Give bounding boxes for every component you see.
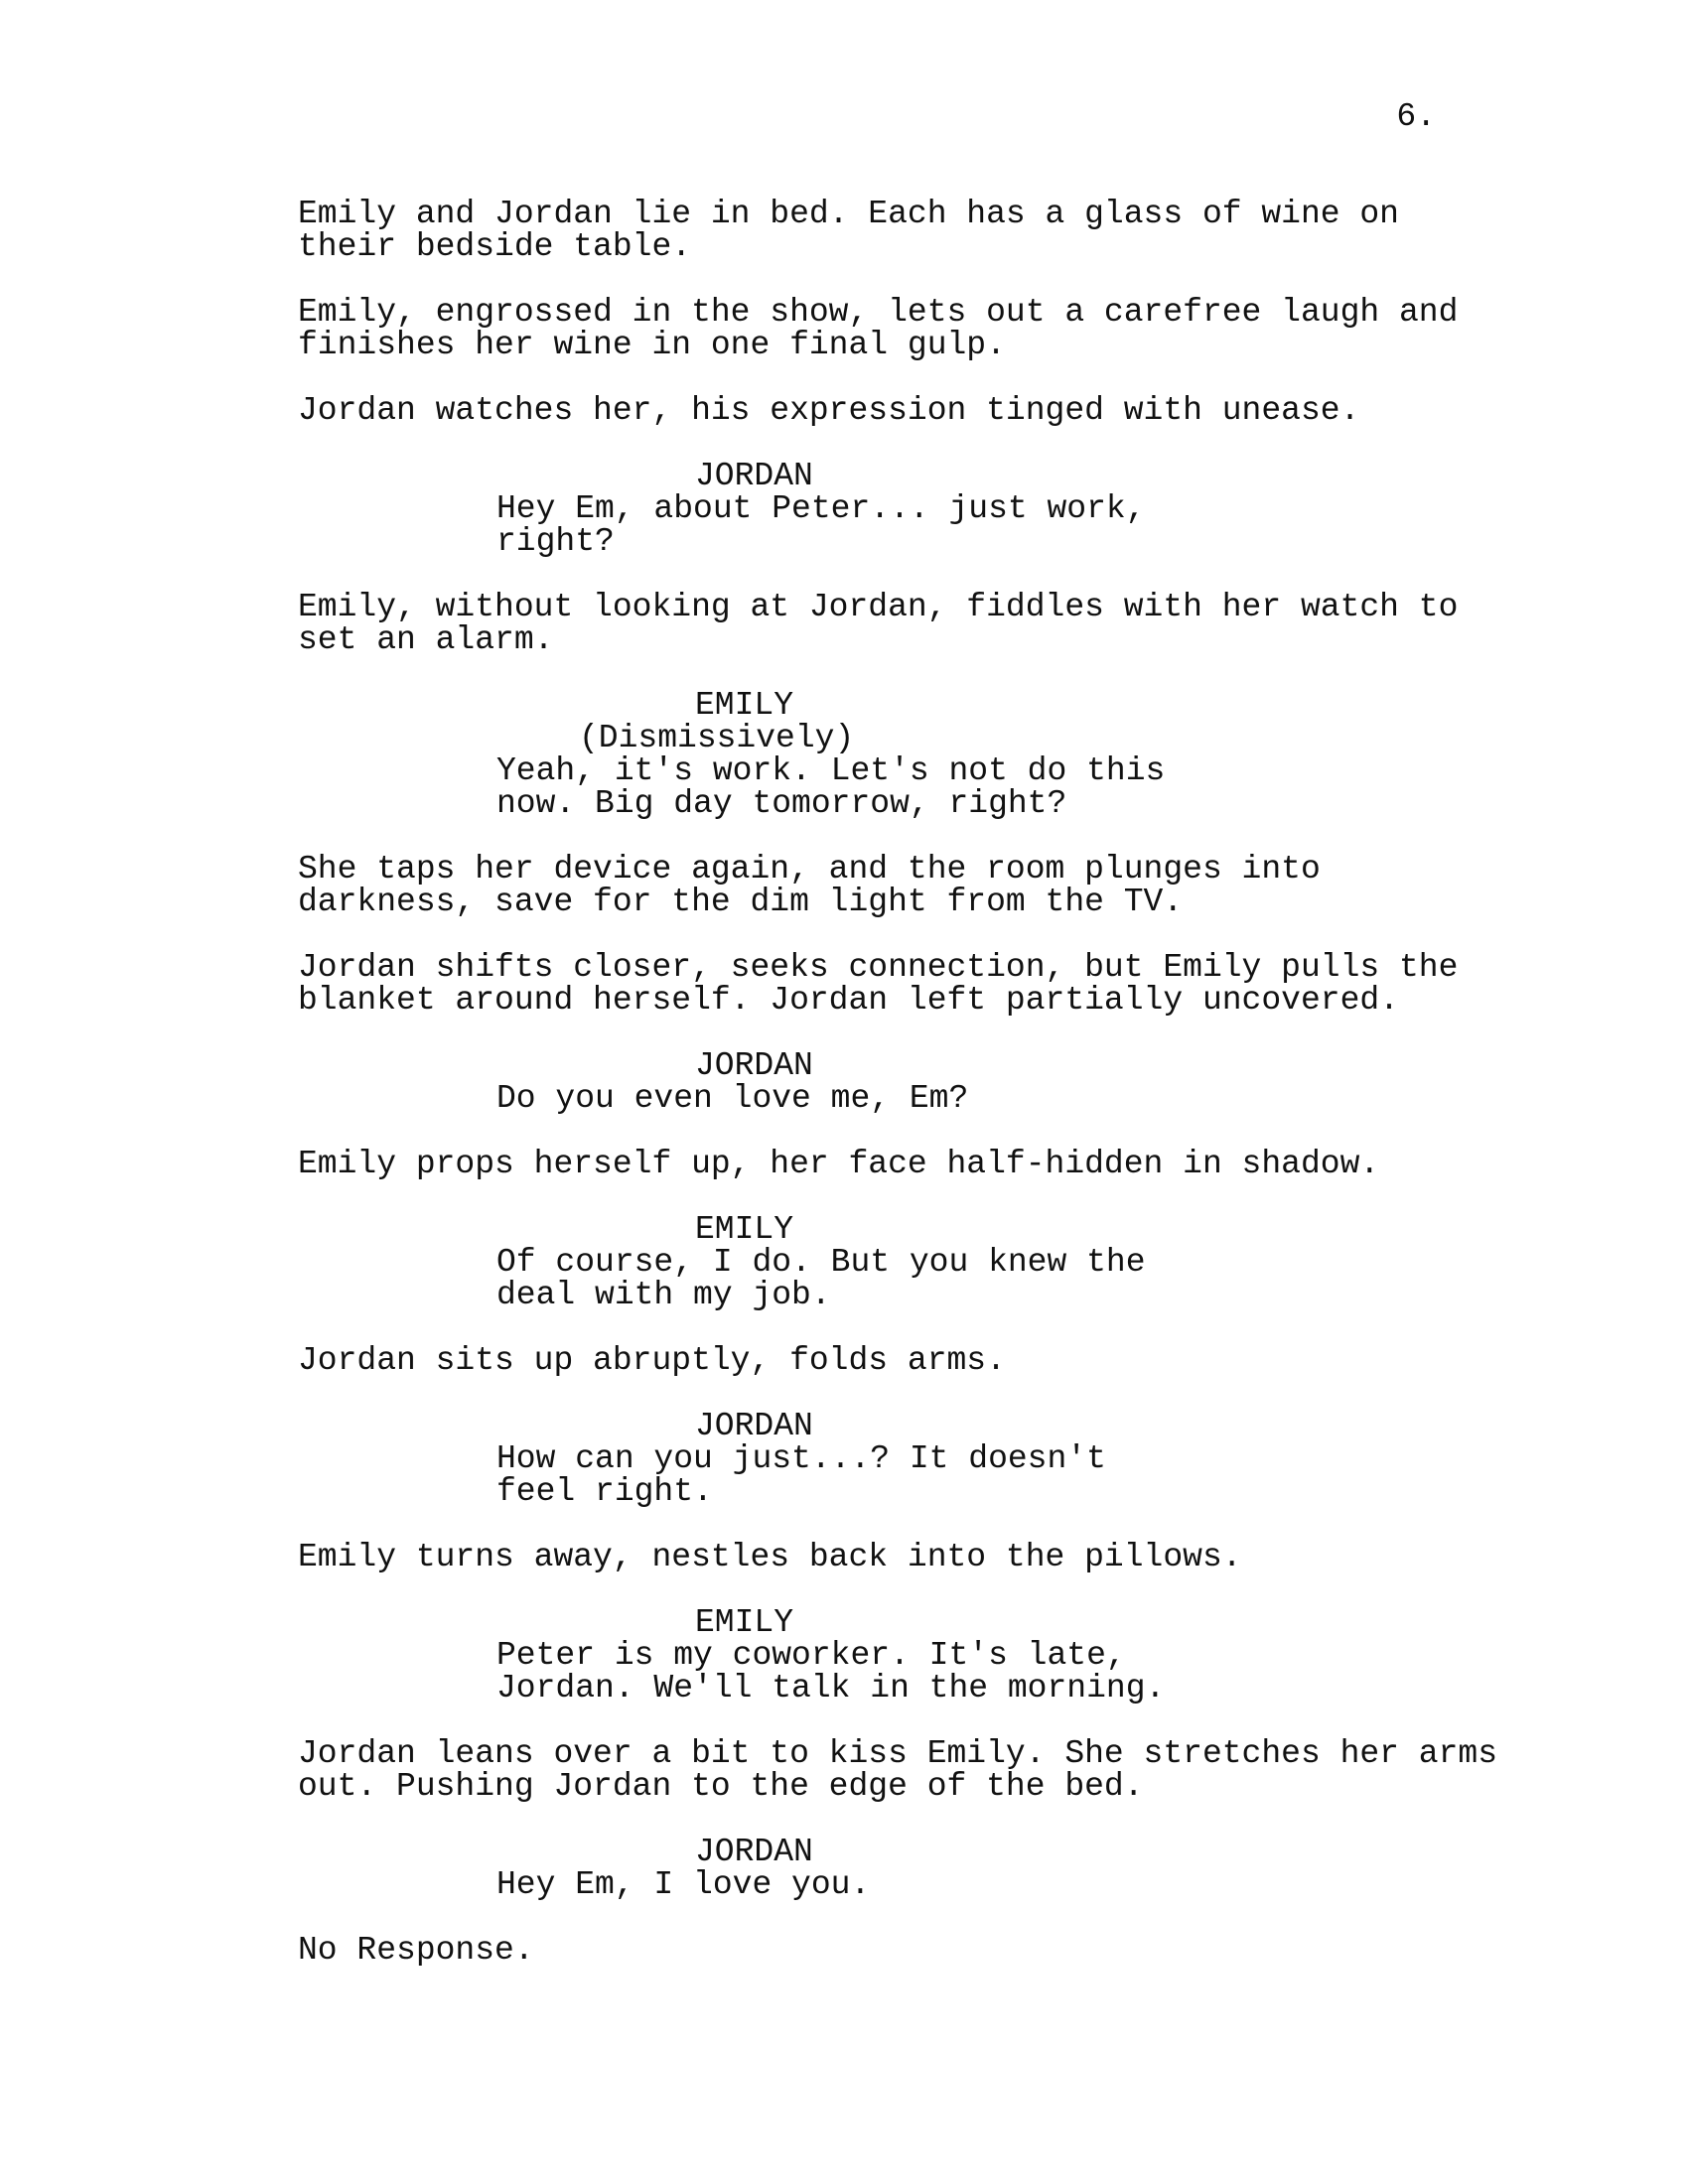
character-name: EMILY bbox=[695, 687, 794, 724]
action-line: Jordan shifts closer, seeks connection, but Emily pulls the blanket around herself. Jordan left partially uncovered. bbox=[298, 949, 1459, 1019]
dialogue-block bbox=[298, 1836, 1470, 1901]
dialogue-block bbox=[298, 689, 1470, 820]
dialogue-text: How can you just...? It doesn't feel right. bbox=[496, 1440, 1106, 1510]
dialogue-text: Hey Em, I love you. bbox=[496, 1866, 871, 1903]
parenthetical: (Dismissively) bbox=[579, 720, 855, 756]
action-line: Jordan sits up abruptly, folds arms. bbox=[298, 1342, 1006, 1379]
screenplay-body bbox=[298, 196, 1497, 1999]
character-name: JORDAN bbox=[695, 1834, 813, 1870]
action-line: Jordan watches her, his expression tinged with unease. bbox=[298, 392, 1360, 429]
action-line: Emily, without looking at Jordan, fiddles with her watch to set an alarm. bbox=[298, 589, 1459, 658]
dialogue-block bbox=[298, 1410, 1470, 1508]
action-line: Jordan leans over a bit to kiss Emily. She stretches her arms out. Pushing Jordan to the edge of the bed. bbox=[298, 1735, 1497, 1805]
action-line: Emily, engrossed in the show, lets out a carefree laugh and finishes her wine in one final gulp. bbox=[298, 294, 1459, 363]
character-name: JORDAN bbox=[695, 1408, 813, 1444]
character-name: EMILY bbox=[695, 1604, 794, 1641]
dialogue-text: Of course, I do. But you knew the deal with my job. bbox=[496, 1244, 1146, 1313]
action-line: Emily turns away, nestles back into the pillows. bbox=[298, 1539, 1242, 1575]
action-line: Emily props herself up, her face half-hidden in shadow. bbox=[298, 1146, 1380, 1182]
dialogue-block bbox=[298, 1213, 1470, 1311]
character-name: JORDAN bbox=[695, 458, 813, 494]
dialogue-text: Hey Em, about Peter... just work, right? bbox=[496, 490, 1146, 560]
dialogue-text: Do you even love me, Em? bbox=[496, 1080, 969, 1117]
action-line: Emily and Jordan lie in bed. Each has a glass of wine on their bedside table. bbox=[298, 196, 1399, 265]
dialogue-text: Peter is my coworker. It's late, Jordan. We'll talk in the morning. bbox=[496, 1637, 1166, 1706]
dialogue-text: Yeah, it's work. Let's not do this now. Big day tomorrow, right? bbox=[496, 752, 1166, 822]
action-line: She taps her device again, and the room plunges into darkness, save for the dim light from the TV. bbox=[298, 851, 1321, 920]
action-line: No Response. bbox=[298, 1932, 534, 1969]
dialogue-block bbox=[298, 460, 1470, 558]
character-name: EMILY bbox=[695, 1211, 794, 1248]
dialogue-block bbox=[298, 1606, 1470, 1705]
dialogue-block bbox=[298, 1049, 1470, 1115]
character-name: JORDAN bbox=[695, 1047, 813, 1084]
page-number: 6. bbox=[1396, 98, 1436, 135]
